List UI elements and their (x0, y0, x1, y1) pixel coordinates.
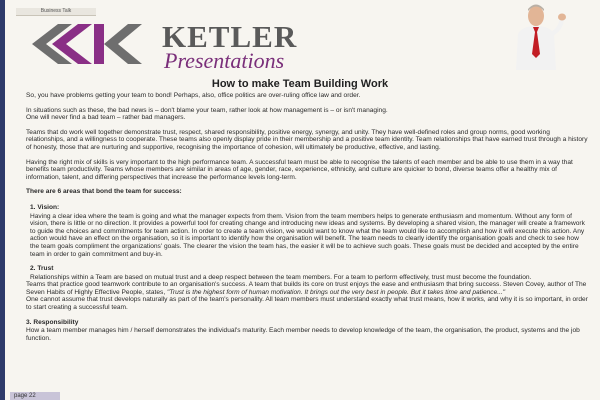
paragraph: Teams that do work well together demonstrate trust, respect, shared responsibility, positive energy, synergy, and unity. They have well-defined roles and group norms, good working relationships, and a willingness to cooperate. These teams also openly display pride in their membership and a positive team identity. Team relationships that have earned trust through a history of honesty, those that are nurturing and supportive, recognising the importance of cohesion, will ultimately be productive, effective, and lasting. (26, 128, 588, 151)
brand-subname: Presentations (164, 48, 285, 73)
article-body (26, 92, 588, 349)
article-title: How to make Team Building Work (211, 78, 389, 90)
paragraph (26, 281, 588, 296)
section-heading-vision: 1. Vision: (30, 203, 60, 211)
paragraph: One will never find a bad team – rather bad managers. (26, 114, 186, 122)
paragraph: So, you have problems getting your team to bond! Perhaps, also, office politics are over-ruling office law and order. (26, 92, 361, 99)
page-number: page 22 (14, 393, 36, 399)
businessman-photo (500, 2, 570, 70)
paragraph: Having the right mix of skills is very important to the high performance team. A successful team must be able to recognise the talents of each member and be able to use them in a way that benefits team productivity. Teams whose members are similar in areas of age, gender, race, experience, ethnicity, and culture are quicker to bond, diverse teams offer a healthy mix of information, talent, and differing perspectives that increase the performance levels long-term. (26, 158, 573, 181)
section-text-responsibility: How a team member manages him / herself demonstrates the individual's maturity. Each member needs to develop knowledge of the team, the organisation, the product, systems and the job function. (26, 327, 580, 342)
section-heading-responsibility: 3. Responsibility (26, 318, 79, 326)
section-text-trust: Relationships within a Team are based on mutual trust and a deep respect between the team members. For a team to perform effectively, trust must become the foundation. (30, 273, 532, 281)
brand-name: KETLER (162, 19, 298, 54)
paragraph: In situations such as these, the bad news is – don't blame your team, rather look at how management is – or isn't managing. (26, 106, 388, 114)
covey-quote: "Trust is the highest form of human motivation. It brings out the very best in people. But it takes time and patience..." (167, 288, 506, 296)
ketler-k-logo-icon (32, 22, 152, 66)
paragraph: One cannot assume that trust develops naturally as part of the team's personality. All team members must understand exactly what trust means, how it works, and why it is so important, in order to start creating a successful team. (26, 296, 588, 312)
section-tag: Business Talk (16, 8, 96, 16)
section-text-vision: Having a clear idea where the team is going and what the manager expects from them. Vision from the team members helps to generate enthusiasm and momentum. Without any form of vision, there is little or no direction. It provides a powerful tool for creating change and introducing new ideas and systems. By developing a shared vision, the manager will create a framework to guide the choices and commitments for team action. In order to create a team vision, we would want to know what the team would like to accomplish and how it will execute this action. Any action would have an effect on the organisation, so it is important to identify how the organisation will benefit. The team needs to clearly identify the organisation goals and check to see how the team goals compliment the organizations' goals. The clearer the vision the team has, the easier it will be to achieve such goals. These goals must be decided and accepted by the entire team in order to gain commitment and buy-in. (30, 212, 585, 258)
page-edge-bar (0, 0, 5, 400)
section-lead: There are 6 areas that bond the team for success: (26, 188, 182, 196)
brand-header (32, 18, 502, 73)
section-heading-trust: 2. Trust (30, 265, 54, 273)
trust-paragraph-text: Teams that practice good teamwork contribute to an organisation's success. A team that builds its core on trust enjoys the ease and enthusiasm that bring success. Steven Covey, author of The Seven Habits of Highly Effective People, states, (26, 281, 587, 296)
